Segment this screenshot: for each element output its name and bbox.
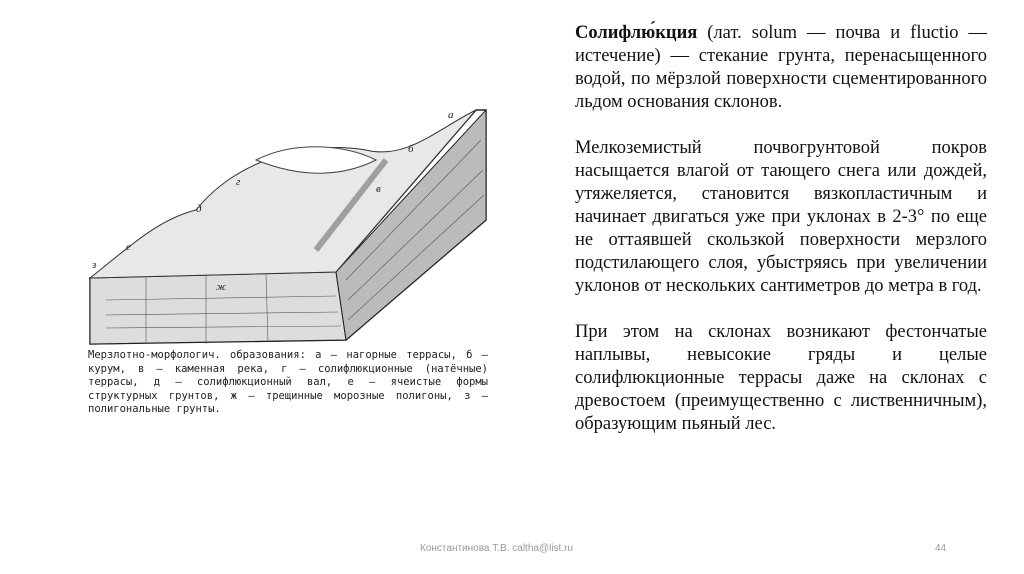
label-d: д [196, 203, 202, 215]
label-zh: ж [216, 281, 227, 293]
label-b: б [408, 143, 414, 155]
footer-author: Константинова Т.В. caltha@list.ru [420, 543, 573, 554]
permafrost-block-diagram [86, 100, 496, 350]
label-v: в [376, 183, 381, 195]
label-z: з [92, 259, 97, 271]
definition-paragraph: Солифлю́кция (лат. solum — почва и fluctio — истечение) — стекание грунта, перенасыщенного водой, по мёрзлой поверхности сцементированного льдом основания склонов. [575, 23, 987, 112]
slide-text [575, 22, 987, 459]
label-g: г [236, 176, 241, 188]
figure-caption: Мерзлотно-морфологич. образования: а — нагорные террасы, б — курум, в — каменная река, г — солифлюкционные (натёчные) террасы, д — солифлюкционный вал, е — ячеистые формы структурных грунтов, ж — трещинные морозные полигоны, з — полигональные грунты. [88, 349, 488, 415]
term: Солифлю́кция [575, 23, 698, 43]
label-e: е [126, 241, 131, 253]
label-a: а [448, 109, 454, 121]
paragraph-2: Мелкоземистый почвогрунтовой покров насыщается влагой от тающего снега или дождей, утяжеляется, становится вязкопластичным и начинает двигаться уже при уклонах в 2-3° по еще не оттаявшей скользкой поверхности мерзлого подстилающего слоя, убыстряясь при увеличении уклонов от нескольких сантиметров до метра в год. [575, 138, 987, 296]
paragraph-3: При этом на склонах возникают фестончатые наплывы, невысокие гряды и целые солифлюкционные террасы даже на склонах с древостоем (преимущественно с лиственничным), образующим пьяный лес. [575, 322, 987, 434]
page-number: 44 [935, 543, 947, 554]
